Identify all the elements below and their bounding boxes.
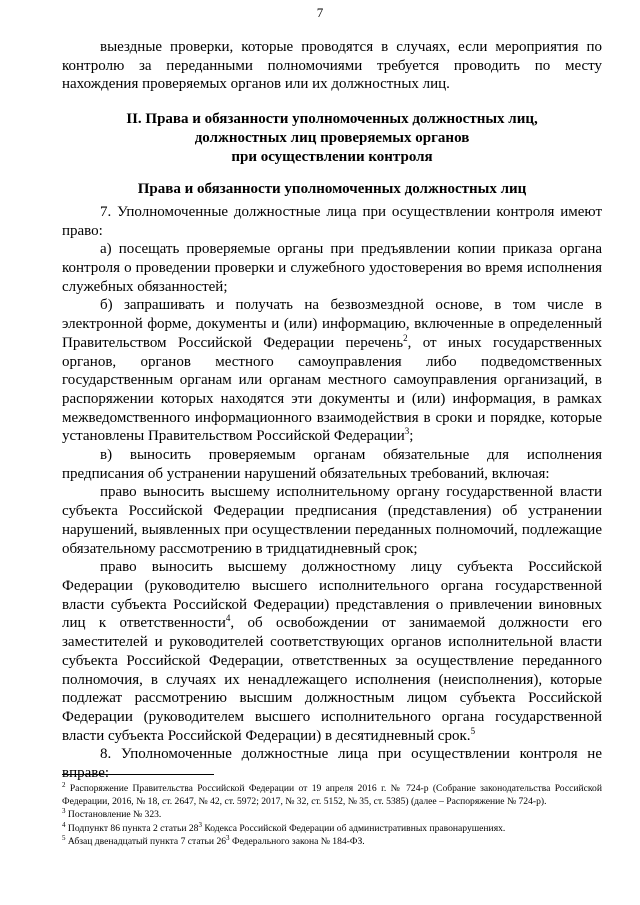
item-7-a: а) посещать проверяемые органы при предъявлении копии приказа органа контроля о проведении проверки и служебного удостоверения во время исполнения служебных обязанностей; <box>62 241 602 295</box>
footnote-3-number: 3 <box>62 807 66 816</box>
footnote-5-number: 5 <box>62 833 66 842</box>
section-title-line-2: должностных лиц проверяемых органов <box>194 129 470 146</box>
footnote-separator <box>62 774 214 775</box>
footnote-ref-5[interactable]: 5 <box>470 725 476 736</box>
item-7-v: в) выносить проверяемым органам обязательные для исполнения предписания об устранении нарушений обязательных требований, включая: <box>62 447 602 482</box>
item-7-b-text-2: , от иных государственных органов, органов местного самоуправления либо подведомственных государственным органам или органам местного самоуправления организаций, в распоряжении которых находятся эти документы и (или) информация, в рамках межведомственного информационного взаимодействия в сроки и порядке, которые установлены Правительством Российской Федерации <box>62 334 603 445</box>
item-7-v-right-2 <box>62 558 602 745</box>
item-7-b-end: ; <box>409 428 414 445</box>
footnote-ref-4[interactable]: 4 <box>225 613 231 624</box>
item-8: 8. Уполномоченные должностные лица при осуществлении контроля не вправе: <box>62 746 602 782</box>
section-title-line-3: при осуществлении контроля <box>231 148 433 165</box>
footnote-5 <box>62 835 602 848</box>
item-7-intro: 7. Уполномоченные должностные лица при осуществлении контроля имеют право: <box>62 203 602 239</box>
footnote-4-number: 4 <box>62 820 66 829</box>
footnote-ref-3[interactable]: 3 <box>404 426 410 437</box>
item-7-v2-text-2: , об освобождении от занимаемой должности его заместителей и руководителей соответствующих органов исполнительной власти субъекта Российской Федерации, ответственных за осуществление переданного полномочия, в случаях их ненадлежащего исполнения (неисполнения), которые подлежат рассмотрению высшим должностным лицом субъекта Российской Федерации (руководителем высшего исполнительного органа государственной власти субъекта Российской Федерации) в десятидневный срок. <box>62 615 603 744</box>
footnote-5-article-sup: 3 <box>226 833 230 842</box>
section-title-line-1: II. Права и обязанности уполномоченных должностных лиц, <box>126 111 538 128</box>
subsection-title: Права и обязанности уполномоченных должностных лиц <box>137 181 527 198</box>
document-body <box>62 38 602 783</box>
footnote-ref-2[interactable]: 2 <box>403 332 408 343</box>
footnote-5-text-1: Абзац двенадцатый пункта 7 статьи 26 <box>65 835 227 847</box>
item-7-v-right-1: право выносить высшему исполнительному органу государственной власти субъекта Российской Федерации предписания (представления) об устранении нарушений, выявленных при осуществлении переданных полномочий, подлежащие обязательному рассмотрению в тридцатидневный срок; <box>62 484 602 557</box>
footnote-4-text-2: Кодекса Российской Федерации об административных правонарушениях. <box>201 822 506 834</box>
footnote-3 <box>62 808 602 821</box>
item-7-b-text-1: б) запрашивать и получать на безвозмездной основе, в том числе в электронной форме, документы и (или) информацию, включенные в определенный Правительством Российской Федерации перечень <box>62 297 602 351</box>
footnote-4-text-1: Подпункт 86 пункта 2 статьи 28 <box>65 822 199 834</box>
item-7-v2-text-1: право выносить высшему должностному лицу субъекта Российской Федерации (руководителю высшего исполнительного органа государственной власти субъекта Российской Федерации) представления о привлечении виновных лиц к ответственности <box>62 559 602 632</box>
page-number: 7 <box>316 5 324 20</box>
footnote-2 <box>62 782 602 808</box>
footnote-4-article-sup: 3 <box>198 820 202 829</box>
footnote-3-text: Постановление № 323. <box>65 809 162 821</box>
footnote-4 <box>62 822 602 835</box>
footnote-5-text-2: Федерального закона № 184-ФЗ. <box>229 835 365 847</box>
footnote-2-number: 2 <box>62 781 66 789</box>
footnotes <box>62 782 602 848</box>
footnote-2-text: Распоряжение Правительства Российской Федерации от 19 апреля 2016 г. № 724-р (Собрание законодательства Российской Федерации, 2016, № 18, ст. 2647, № 42, ст. 5972; 2017, № 32, ст. 5152, № 35, ст. 5385) (далее – Распоряжение № 724-р). <box>62 783 602 808</box>
continuation-paragraph: выездные проверки, которые проводятся в случаях, если мероприятия по контролю за переданными полномочиями требуется проводить по месту нахождения проверяемых органов или их должностных лиц. <box>62 39 602 93</box>
item-7-b <box>62 296 602 446</box>
